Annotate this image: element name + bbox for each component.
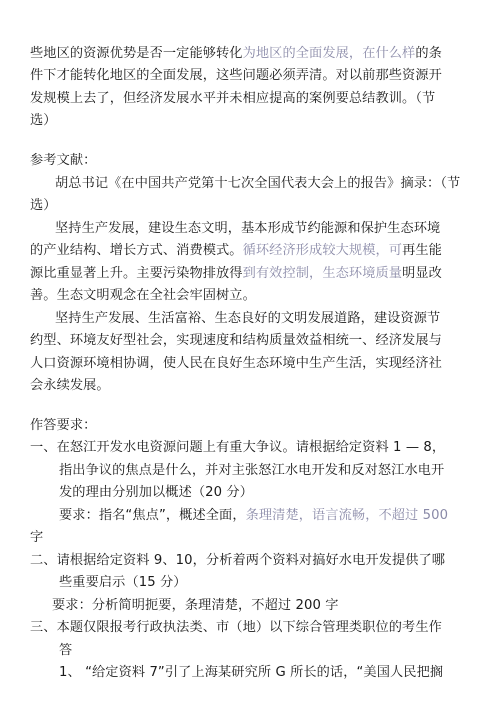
- references-line-4-tail: 再生能: [402, 243, 442, 258]
- intro-line-4: 选）: [30, 113, 57, 128]
- intro-line-3: 发规模上去了，但经济发展水平并未相应提高的案例要总结教训。（节: [30, 91, 436, 106]
- intro-line-1-faded: 为地区的全面发展，在什么样: [242, 46, 416, 61]
- intro-line-1-tail: 的条: [415, 46, 442, 61]
- requirements-line-4-text: 要求：指名“焦点”，概述全面，: [59, 508, 246, 523]
- references-line-5-faded: 到有效控制，生态环境质量: [242, 266, 403, 281]
- requirements-line-11: 1、 “给定资料 7”引了上海某研究所 G 所长的话，“美国人民把搁: [59, 665, 444, 680]
- references-line-4-text: 的产业结构、增长方式、消费模式。: [30, 243, 243, 258]
- intro-line-1-text: 些地区的资源优势是否一定能够转化: [30, 46, 243, 61]
- references-line-3: 坚持生产发展，建设生态文明，基本形成节约能源和保护生态环境: [55, 221, 441, 236]
- requirements-line-8: 要求：分析简明扼要，条理清楚，不超过 200 字: [52, 598, 339, 613]
- requirements-line-5: 字: [30, 530, 44, 545]
- references-line-5: [30, 264, 442, 284]
- requirements-line-4: [59, 506, 448, 526]
- references-line-5-tail: 明显改: [402, 266, 442, 281]
- references-line-2: 选）: [30, 198, 57, 213]
- requirements-line-2: 指出争议的焦点是什么，并对主张怒江水电开发和反对怒江水电开: [59, 463, 445, 478]
- references-line-5-text: 源比重显著上升。主要污染物排放得: [30, 266, 243, 281]
- references-line-8: 约型、环境友好型社会，实现速度和结构质量效益相统一、经济发展与: [30, 333, 442, 348]
- references-line-7: 坚持生产发展、生活富裕、生态良好的文明发展道路，建设资源节: [55, 311, 441, 326]
- intro-line-1: [30, 44, 442, 64]
- references-line-4-faded: 循环经济形成较大规模，可: [242, 243, 403, 258]
- requirements-heading: 作答要求：: [30, 418, 97, 433]
- references-line-9: 人口资源环境相协调，使人民在良好生态环境中生产生活，实现经济社: [30, 356, 442, 371]
- references-line-10: 会永续发展。: [30, 378, 110, 393]
- requirements-line-10: 答: [59, 643, 73, 658]
- requirements-line-1: 一、在怒江开发水电资源问题上有重大争议。请根据给定资料 1 — 8，: [30, 440, 446, 455]
- requirements-line-3: 发的理由分别加以概述（20 分）: [59, 485, 254, 500]
- references-line-4: [30, 241, 442, 261]
- references-heading: 参考文献：: [30, 153, 97, 168]
- intro-line-2: 件下才能转化地区的全面发展，这些问题必须弄清。对以前那些资源开: [30, 68, 442, 83]
- requirements-line-6: 二、请根据给定资料 9、10，分析着两个资料对搞好水电开发提供了哪: [30, 553, 446, 568]
- requirements-line-4-faded: 条理清楚，语言流畅，不超过 500: [245, 508, 449, 523]
- references-line-6: 善。生态文明观念在全社会牢固树立。: [30, 288, 256, 303]
- references-line-1: 胡总书记《在中国共产党第十七次全国代表大会上的报告》摘录：（节: [55, 176, 461, 191]
- requirements-line-7: 些重要启示（15 分）: [59, 575, 187, 590]
- requirements-line-9: 三、本题仅限报考行政执法类、市（地）以下综合管理类职位的考生作: [30, 620, 442, 635]
